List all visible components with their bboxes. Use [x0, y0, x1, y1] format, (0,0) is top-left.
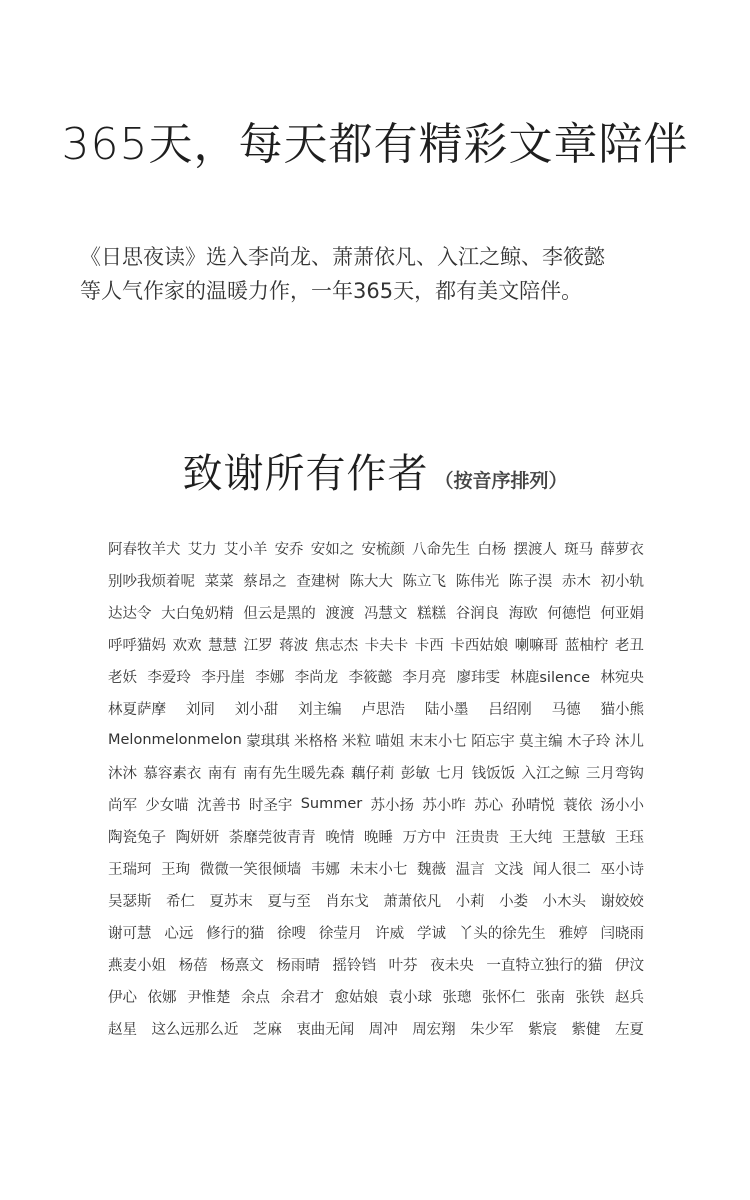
- author-name: 南有: [207, 765, 237, 782]
- author-name: 陆小墨: [424, 701, 469, 718]
- author-name: 衷曲无闻: [296, 1021, 355, 1038]
- author-name: 小莉: [455, 893, 485, 910]
- author-name: 徐嗖: [276, 925, 306, 942]
- author-name: Melonmelonmelon: [108, 732, 242, 748]
- author-name: 丫头的徐先生: [458, 925, 546, 942]
- author-name: 少女喵: [145, 797, 189, 814]
- author-name: 叶芬: [388, 957, 418, 974]
- author-name: 沐沐: [108, 765, 137, 782]
- author-name: 林鹿silence: [510, 669, 590, 686]
- author-name: 巫小诗: [600, 861, 644, 878]
- author-name: 周冲: [368, 1021, 398, 1038]
- author-name: 伊心: [108, 989, 137, 1006]
- author-name: 米格格: [294, 733, 338, 750]
- author-name: 钱饭饭: [471, 765, 516, 782]
- author-name: 韦娜: [310, 861, 340, 878]
- author-name: 木子玲: [567, 733, 611, 750]
- author-line: [108, 596, 644, 628]
- author-name: 谷润良: [455, 605, 500, 622]
- author-name: 左夏: [614, 1021, 644, 1038]
- intro-line: 等人气作家的温暖力作，一年365天，都有美文陪伴。: [80, 279, 583, 303]
- author-name: 依娜: [147, 989, 177, 1006]
- author-name: 陶妍妍: [175, 829, 220, 846]
- author-name: 夏与至: [267, 893, 311, 910]
- author-name: 艾小羊: [223, 541, 268, 558]
- author-name: 周宏翔: [412, 1021, 456, 1038]
- author-name: 菜菜: [204, 573, 234, 590]
- author-name: 余君才: [280, 989, 324, 1006]
- author-name: 渡渡: [325, 605, 355, 622]
- author-line: [108, 692, 644, 724]
- author-name: 海欧: [508, 605, 538, 622]
- author-name: 张璁: [442, 989, 472, 1006]
- author-name: 汤小小: [600, 797, 644, 814]
- author-name: 魏薇: [417, 861, 447, 878]
- author-name: 李筱懿: [348, 669, 393, 686]
- author-line: [108, 756, 644, 788]
- author-name: 马德: [551, 701, 581, 718]
- author-name: 张铁: [575, 989, 605, 1006]
- author-name: 冯慧文: [363, 605, 408, 622]
- author-name: 赵兵: [615, 989, 644, 1006]
- author-name: 喵姐: [375, 733, 405, 750]
- author-name: 林宛央: [600, 669, 644, 686]
- intro-line: 《日思夜读》选入李尚龙、萧萧依凡、入江之鲸、李筱懿: [80, 245, 605, 269]
- author-name: 蔡昂之: [243, 573, 287, 590]
- author-name: 荼靡莞彼青青: [228, 829, 316, 846]
- intro-paragraph: [80, 240, 680, 308]
- author-name: 徐莹月: [318, 925, 363, 942]
- author-name: 蒙琪琪: [246, 733, 290, 750]
- author-name: 肖东戈: [325, 893, 369, 910]
- author-name: 猫小熊: [600, 701, 644, 718]
- author-name: 刘同: [185, 701, 215, 718]
- author-name: 温言: [455, 861, 485, 878]
- author-name: 李丹崖: [201, 669, 245, 686]
- author-name: 南有先生暖先森: [243, 765, 345, 782]
- author-line: [108, 980, 644, 1012]
- author-name: 大白兔奶精: [161, 605, 234, 622]
- author-name: 谢可慧: [108, 925, 152, 942]
- author-name: 吕绍刚: [488, 701, 532, 718]
- author-name: 七月: [436, 765, 466, 782]
- author-name: 紫健: [571, 1021, 601, 1038]
- author-name: 老妖: [108, 669, 137, 686]
- author-name: 入江之鲸: [521, 765, 580, 782]
- author-name: 摇铃铛: [332, 957, 376, 974]
- author-name: 欢欢: [172, 637, 202, 654]
- author-name: 芝麻: [252, 1021, 282, 1038]
- author-name: 文浅: [494, 861, 524, 878]
- author-name: 孙晴悦: [511, 797, 555, 814]
- author-name: 伊汶: [615, 957, 644, 974]
- author-name: 老丑: [614, 637, 644, 654]
- author-name: 谢姣姣: [600, 893, 644, 910]
- author-name: 卡夫卡: [364, 637, 409, 654]
- author-name: 余点: [241, 989, 270, 1006]
- thanks-title: 致谢所有作者: [182, 451, 429, 497]
- author-name: 阿春牧羊犬: [108, 541, 181, 558]
- author-name: 小娄: [499, 893, 529, 910]
- author-name: 沈善书: [197, 797, 241, 814]
- author-name: 江罗: [243, 637, 273, 654]
- author-line: [108, 852, 644, 884]
- author-name: 晚睡: [363, 829, 393, 846]
- author-name: 安如之: [310, 541, 355, 558]
- author-name: 赵星: [108, 1021, 137, 1038]
- author-name: 薛萝衣: [600, 541, 644, 558]
- author-name: 时圣宇: [248, 797, 293, 814]
- author-name: 慧慧: [208, 637, 238, 654]
- author-name: 陌忘宇: [471, 733, 515, 750]
- author-name: 闻人很二: [532, 861, 591, 878]
- author-name: 苏心: [474, 797, 504, 814]
- author-name: 萧萧依凡: [383, 893, 442, 910]
- author-name: 藕仔莉: [351, 765, 395, 782]
- author-name: 焦志杰: [314, 637, 359, 654]
- author-list: [108, 532, 644, 1044]
- author-name: 李尚龙: [294, 669, 339, 686]
- author-line: [108, 724, 644, 756]
- author-name: 卡西姑娘: [450, 637, 509, 654]
- author-name: 闫晓雨: [600, 925, 644, 942]
- author-name: 燕麦小姐: [108, 957, 166, 974]
- author-name: 蓑依: [563, 797, 593, 814]
- thanks-sort-note: （按音序排列）: [434, 470, 568, 492]
- author-name: 刘主编: [298, 701, 342, 718]
- author-line: [108, 884, 644, 916]
- author-name: 雅婷: [558, 925, 588, 942]
- author-name: 查建树: [296, 573, 340, 590]
- author-name: 这么远那么近: [151, 1021, 239, 1038]
- author-name: 汪贵贵: [455, 829, 500, 846]
- author-name: 安乔: [274, 541, 304, 558]
- author-name: 杨雨晴: [276, 957, 320, 974]
- author-name: 摆渡人: [513, 541, 557, 558]
- author-name: 愈姑娘: [334, 989, 378, 1006]
- author-name: 陶瓷兔子: [108, 829, 166, 846]
- author-name: 廖玮雯: [456, 669, 500, 686]
- author-name: 王大纯: [508, 829, 553, 846]
- author-name: 张南: [536, 989, 565, 1006]
- author-name: 微微一笑很倾墙: [199, 861, 302, 878]
- author-name: 尚军: [108, 797, 137, 814]
- author-name: 杨熹文: [220, 957, 264, 974]
- author-name: 王瑞珂: [108, 861, 152, 878]
- author-name: 苏小扬: [370, 797, 415, 814]
- author-name: 莫主编: [519, 733, 563, 750]
- author-name: 李娜: [255, 669, 285, 686]
- author-line: [108, 532, 644, 564]
- author-name: 末末小七: [408, 733, 467, 750]
- author-name: 刘小甜: [234, 701, 279, 718]
- author-name: 蒋波: [279, 637, 309, 654]
- author-name: 王珣: [161, 861, 191, 878]
- author-line: [108, 628, 644, 660]
- author-name: 安梳颜: [361, 541, 405, 558]
- author-name: 小木头: [542, 893, 586, 910]
- author-name: 学诚: [416, 925, 446, 942]
- author-name: 陈大大: [349, 573, 393, 590]
- author-name: 一直特立独行的猫: [486, 957, 603, 974]
- author-name: 卢思浩: [361, 701, 405, 718]
- author-name: 夏苏末: [209, 893, 253, 910]
- author-name: 心远: [164, 925, 194, 942]
- author-name: 朱少军: [470, 1021, 514, 1038]
- headline: 365天，每天都有精彩文章陪伴: [61, 119, 689, 170]
- author-line: [108, 916, 644, 948]
- author-name: 吴瑟斯: [108, 893, 152, 910]
- author-name: 喇嘛哥: [514, 637, 559, 654]
- author-name: 王慧敏: [561, 829, 606, 846]
- author-name: 呼呼猫妈: [108, 637, 166, 654]
- author-line: [108, 660, 644, 692]
- author-name: Summer: [300, 796, 363, 812]
- author-line: [108, 564, 644, 596]
- author-name: 苏小昨: [422, 797, 466, 814]
- author-name: 何德恺: [547, 605, 591, 622]
- author-name: 别吵我烦着呢: [108, 573, 195, 590]
- author-line: [108, 820, 644, 852]
- author-name: 陈伟光: [455, 573, 500, 590]
- author-name: 彭敏: [400, 765, 430, 782]
- author-name: 王珏: [614, 829, 644, 846]
- author-name: 许威: [375, 925, 405, 942]
- author-name: 达达令: [108, 605, 152, 622]
- author-name: 艾力: [187, 541, 217, 558]
- author-name: 李爱玲: [147, 669, 191, 686]
- author-line: [108, 948, 644, 980]
- author-name: 杨蓓: [178, 957, 208, 974]
- author-name: 晚情: [325, 829, 355, 846]
- author-line: [108, 1012, 644, 1044]
- author-name: 林夏萨摩: [108, 701, 166, 718]
- author-name: 卡西: [414, 637, 444, 654]
- author-name: 紫宸: [528, 1021, 558, 1038]
- author-name: 陈子淏: [508, 573, 553, 590]
- author-name: 张怀仁: [482, 989, 526, 1006]
- author-name: 修行的猫: [206, 925, 265, 942]
- author-name: 尹惟楚: [187, 989, 231, 1006]
- author-name: 八命先生: [412, 541, 471, 558]
- author-name: 沐儿: [614, 733, 644, 750]
- author-name: 袁小球: [388, 989, 432, 1006]
- author-name: 夜未央: [430, 957, 474, 974]
- author-name: 米粒: [342, 733, 372, 750]
- author-name: 李月亮: [402, 669, 447, 686]
- author-name: 万方中: [402, 829, 447, 846]
- author-name: 初小轨: [600, 573, 644, 590]
- author-name: 慕容素衣: [143, 765, 202, 782]
- author-name: 希仁: [165, 893, 195, 910]
- author-name: 糕糕: [417, 605, 447, 622]
- author-line: [108, 788, 644, 820]
- author-name: 蓝柚柠: [564, 637, 609, 654]
- author-name: 白杨: [477, 541, 507, 558]
- author-name: 但云是黑的: [243, 605, 316, 622]
- author-name: 未末小七: [349, 861, 408, 878]
- author-name: 何亚娟: [600, 605, 644, 622]
- author-name: 三月弯钩: [585, 765, 644, 782]
- author-name: 斑马: [564, 541, 594, 558]
- author-name: 赤木: [561, 573, 591, 590]
- thanks-heading: [0, 442, 750, 499]
- author-name: 陈立飞: [402, 573, 447, 590]
